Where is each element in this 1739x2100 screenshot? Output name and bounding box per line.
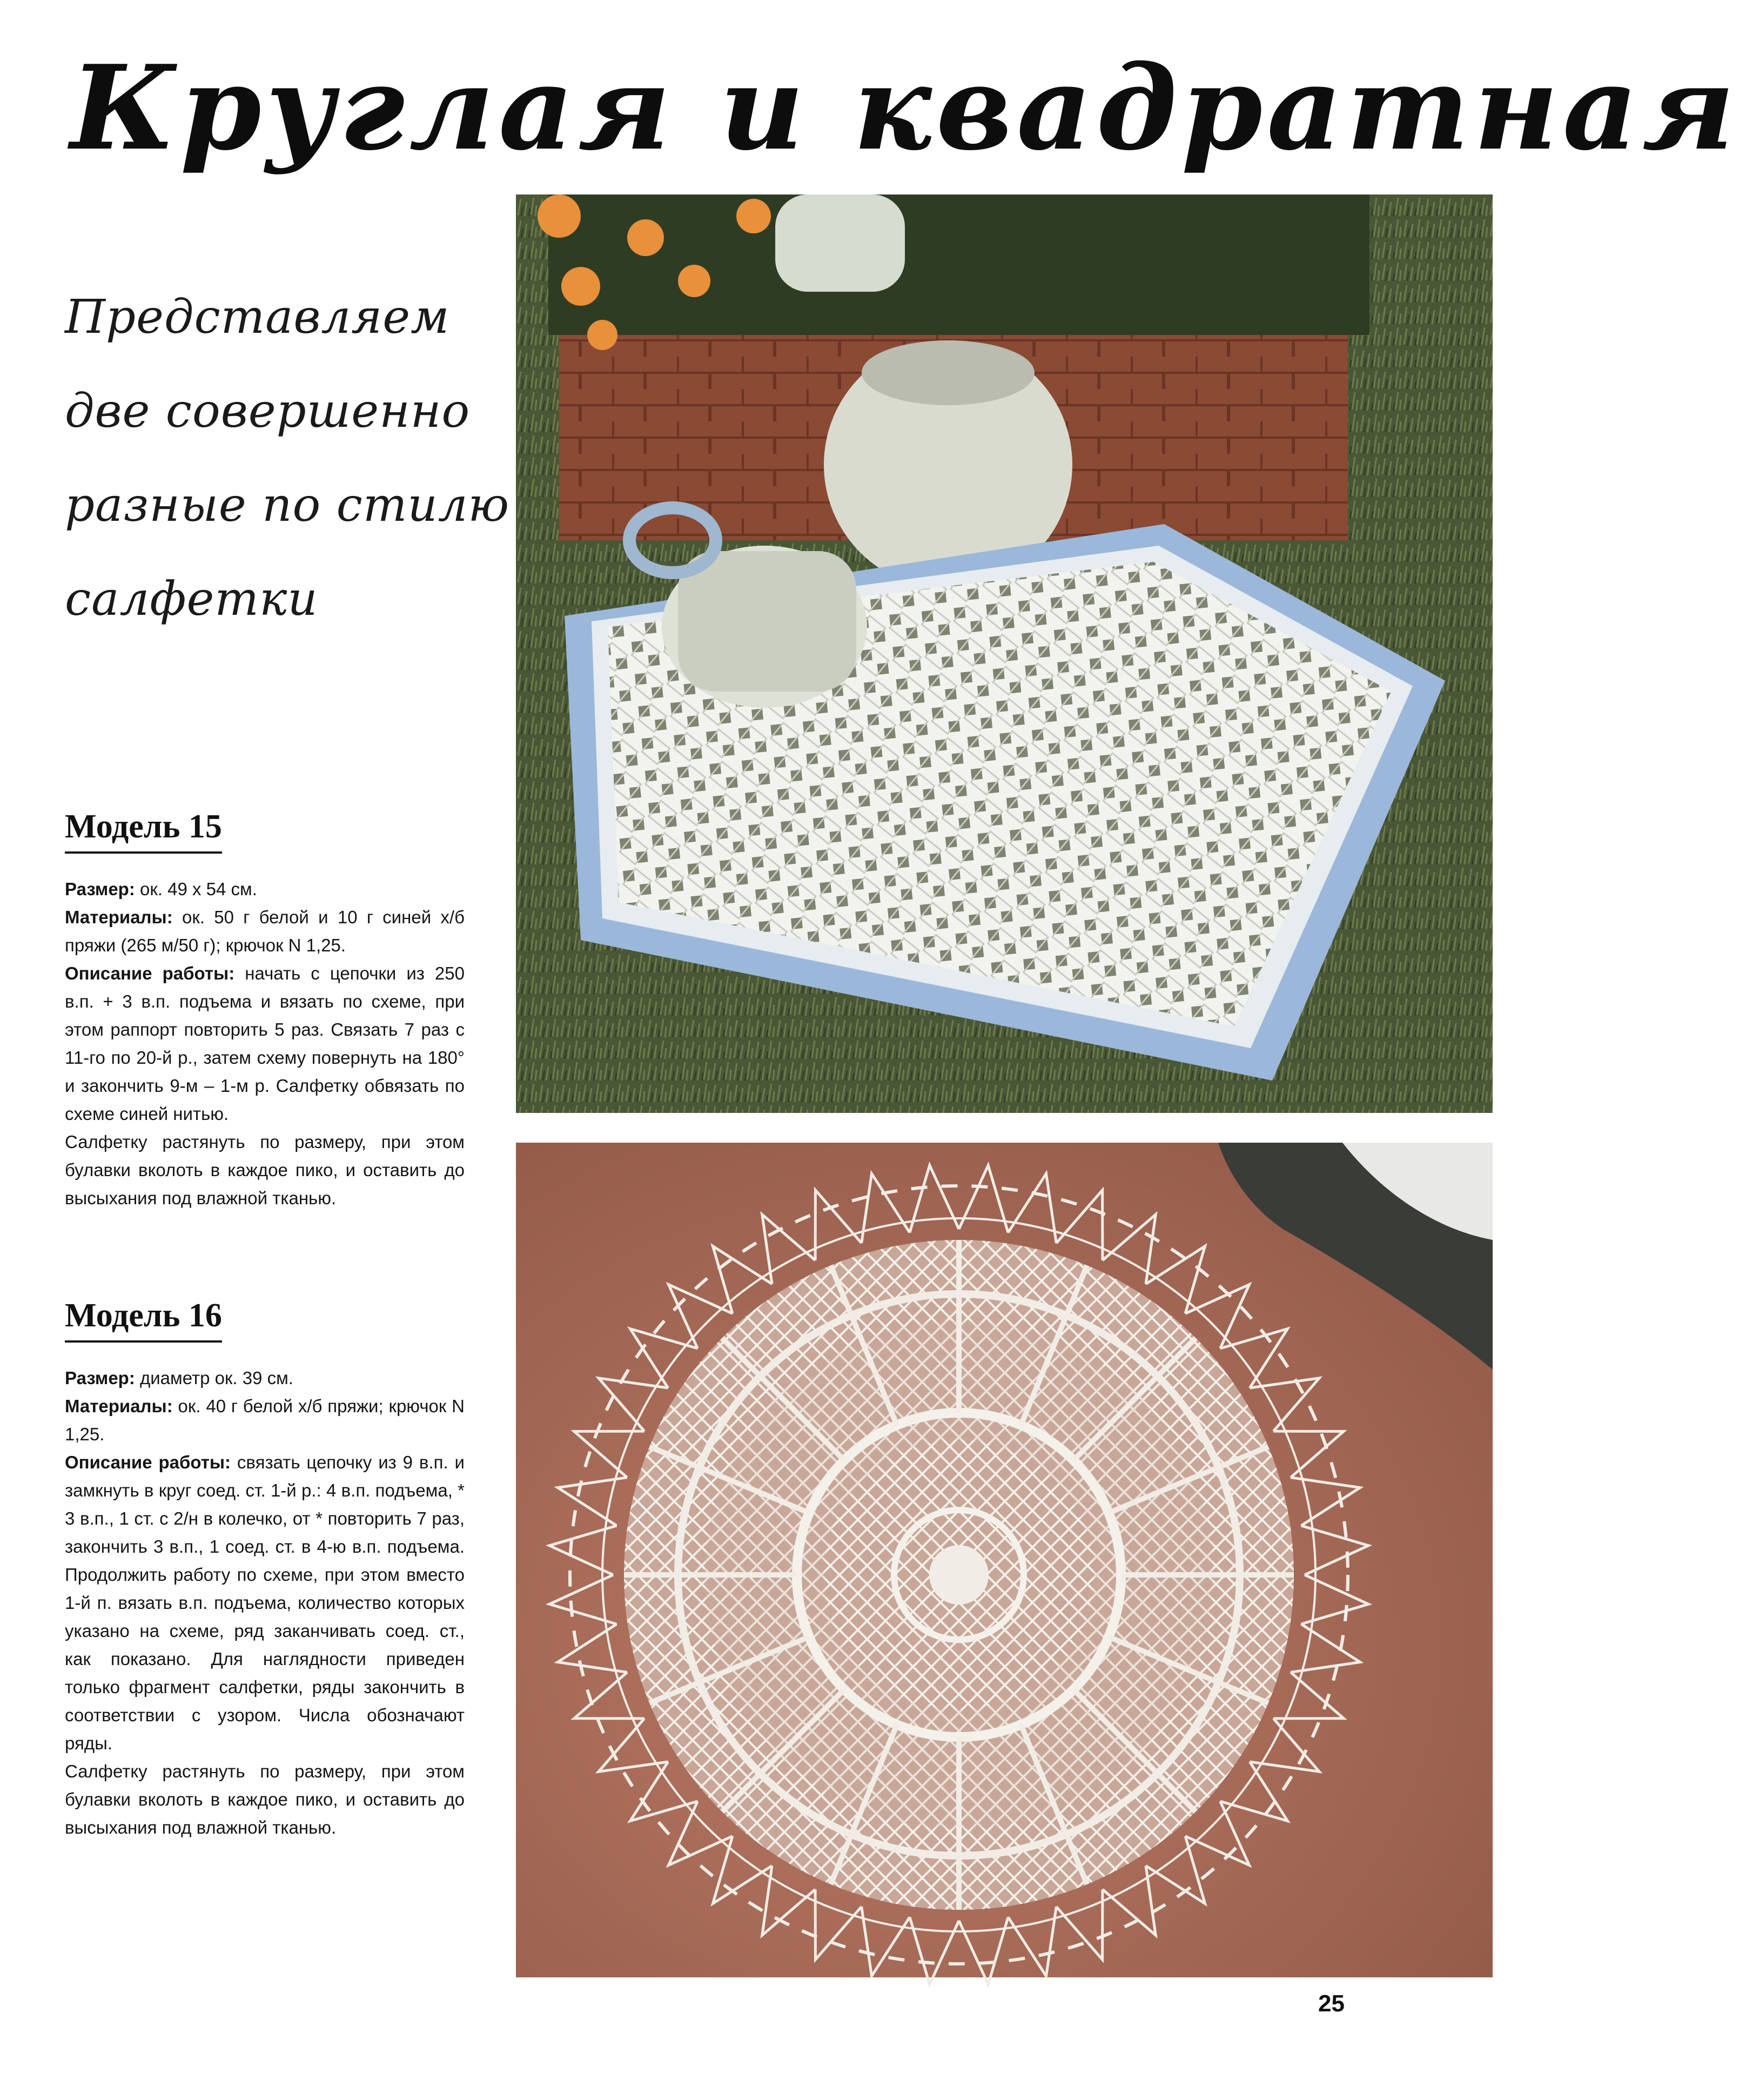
- model-16-text: [65, 1364, 465, 1842]
- materials-label: Материалы:: [65, 907, 173, 927]
- intro-text: [65, 270, 510, 646]
- description-value: начать с цепочки из 250 в.п. + 3 в.п. подъема и вязать по схеме, при этом раппорт повторить 5 раз. Связать 7 раз с 11-го по 20-й р., затем схему повернуть на 180° и закончить 9-м – 1-м р. Салфетку обвязать по схеме синей нитью.: [65, 963, 465, 1124]
- model-15-size: [65, 875, 465, 903]
- description-label: Описание работы:: [65, 1452, 231, 1472]
- model-16-size: [65, 1364, 465, 1392]
- page-number: 25: [1318, 1990, 1345, 2017]
- size-value: ок. 49 х 54 см.: [135, 879, 257, 899]
- intro-line: Представляем: [65, 290, 450, 344]
- round-doily-photo-icon: [516, 1143, 1493, 1977]
- intro-line: салфетки: [65, 572, 318, 626]
- model-16-description: [65, 1448, 465, 1757]
- model-15-description: [65, 960, 465, 1128]
- square-doily-photo: [516, 194, 1493, 1113]
- materials-value: ок. 50 г белой и 10 г синей х/б пряжи (265 м/50 г); крючок N 1,25.: [65, 907, 465, 955]
- description-label: Описание работы:: [65, 963, 235, 983]
- model-15-text: [65, 875, 465, 1212]
- intro-line: разные по стилю: [65, 478, 510, 532]
- model-15-materials: [65, 903, 465, 960]
- round-doily-photo: [516, 1143, 1493, 1977]
- size-value: диаметр ок. 39 см.: [135, 1368, 293, 1388]
- size-label: Размер:: [65, 1368, 135, 1388]
- materials-label: Материалы:: [65, 1396, 173, 1416]
- materials-value: ок. 40 г белой х/б пряжи; крючок N 1,25.: [65, 1396, 465, 1444]
- model-16-materials: [65, 1392, 465, 1448]
- square-doily-photo-icon: [516, 194, 1493, 1113]
- intro-line: две совершенно: [65, 384, 471, 438]
- page-title: Круглая и квадратная: [70, 39, 1739, 176]
- model-15-heading: Модель 15: [65, 805, 222, 854]
- model-16-finishing: Салфетку растянуть по размеру, при этом булавки вколоть в каждое пико, и оставить до высыхания под влажной тканью.: [65, 1761, 465, 1837]
- description-value: связать цепочку из 9 в.п. и замкнуть в круг соед. ст. 1-й р.: 4 в.п. подъема, * 3 в.п., 1 ст. с 2/н в колечко, от * повторить 7 раз, закончить 3 в.п., 1 соед. ст. в 4-ю в.п. подъема. Продолжить работу по схеме, при этом вместо 1-й п. вязать в.п. подъема, количество которых указано на схеме, ряд заканчивать соед. ст., как показано. Для наглядности приведен только фрагмент салфетки, ряды закончить в соответствии с узором. Числа обозначают ряды.: [65, 1452, 465, 1753]
- model-15-finishing: Салфетку растянуть по размеру, при этом булавки вколоть в каждое пико, и оставить до высыхания под влажной тканью.: [65, 1132, 465, 1208]
- model-16-heading: Модель 16: [65, 1294, 222, 1343]
- size-label: Размер:: [65, 879, 135, 899]
